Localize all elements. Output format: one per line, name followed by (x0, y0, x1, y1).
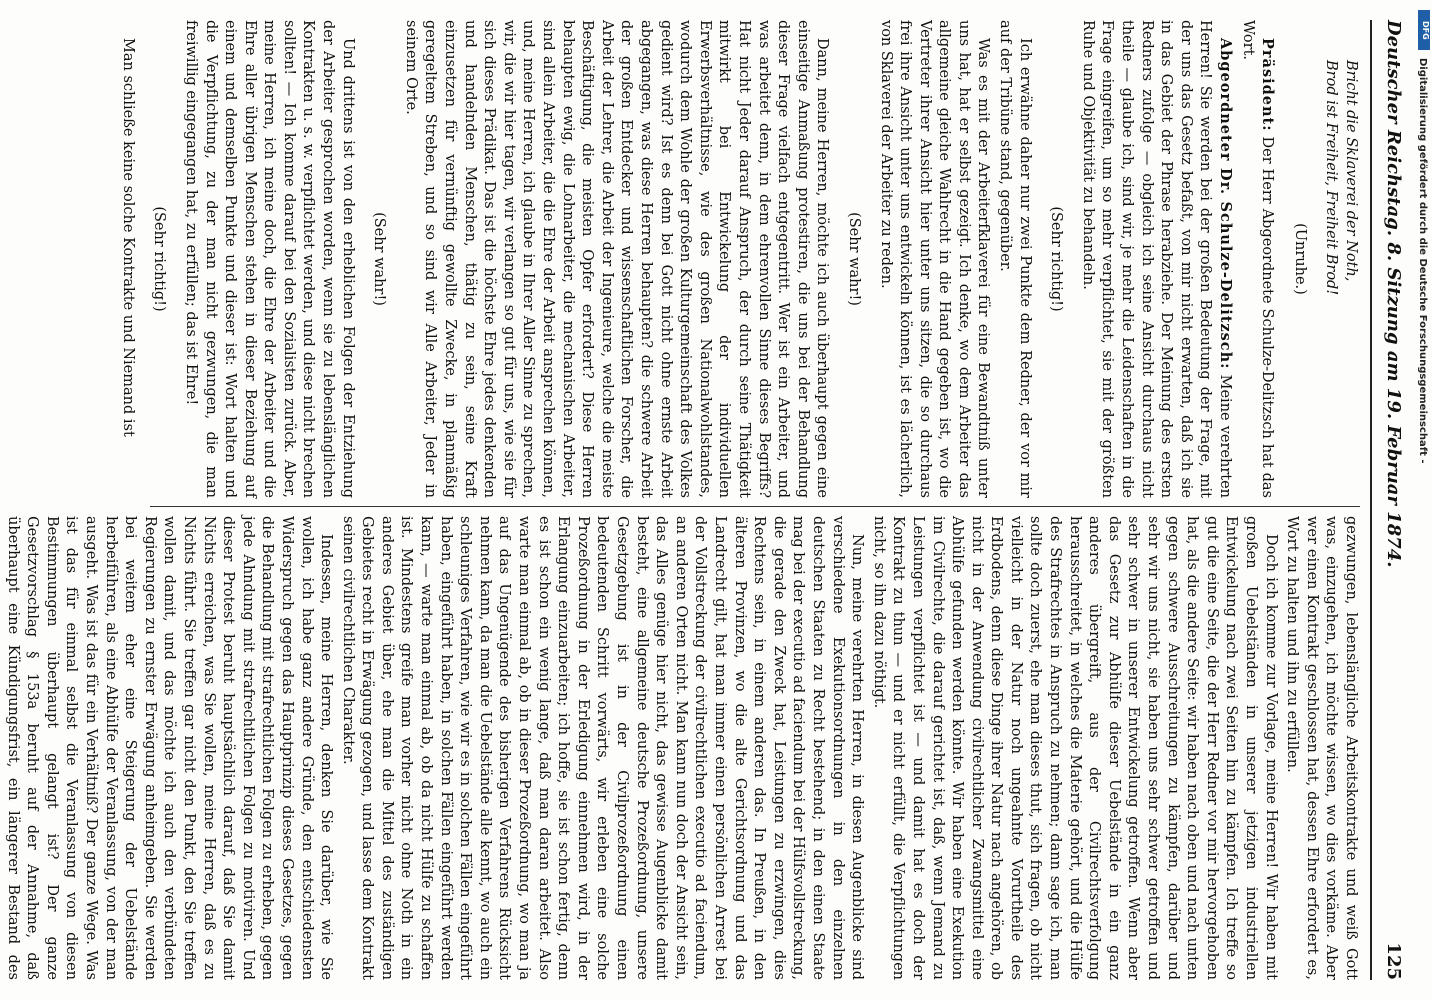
interjection (369, 20, 389, 498)
paragraph-text: Nun, meine verehrten Herren, in diesen Augenblicke sind verschiedene Exekutionsordnungen in den einzelnen deutschen Staaten zu Recht bestehend; in den einen Staate mag bei der executio ad faciendum bei der Hülfsvollstreckung, die gerade den Zweck hat, Leistungen zu erzwingen, dies Rechtens sein, in einem anderen das. In Preußen, in den älteren Provinzen, wo die alte Gerichtsordnung und das Landrecht gilt, hat man immer einen persönlichen Arrest bei der Vollstreckung der civilrechtlichen executio ad faciendum, an anderen Orten nicht. Man kann nun doch der Ansicht sein, das Alles genüge hier nicht, das gewisse Augenblicke damit besteht, eine allgemeine deutsche Prozeßordnung, unsere Gesetzgebung ist in der Civilprozeßordnung einen bedeutenden Schritt vorwärts, wir erleben eine solche Prozeßordnung in der Erledigung einnehmen wird, in der Erlangung einzuarbeiten; ich hoffe, sie ist schon fertig, denn es ist schon ein wenig lange, daß man daran arbeitet. Also warte man einmal ab, ob in dieser Prozeßordnung, wo man ja auf das Ungenügende des bisherigen Verfahrens Rücksicht nehmen kann, da man die Uebelstände alle kennt, wo auch ein schleuniges Verfahren, wie wir es in solchen Fällen eingeführt haben, eingeführt haben, in solchen Fällen eingeführt werden kann, — warte man einmal ab, ob da nicht Hülfe zu schaffen ist. Mindestens greife man vorher nicht ohne Noth in ein anderes Gebiet über, ehe man die Mittel des zuständigen Gebietes recht in Erwägung gezogen, und lasse dem Kontrakt seinen civilrechtlichen Charakter. (339, 516, 866, 980)
paragraph-text: (Sehr wahr!) (845, 212, 862, 306)
interjection (1046, 20, 1066, 498)
speaker-name: Abgeordneter Dr. Schulze-Delitzsch: (1217, 38, 1235, 370)
paragraph-text: (Sehr wahr!) (371, 212, 388, 306)
paragraph-text: (Sehr richtig!) (151, 206, 168, 312)
paragraph (1282, 516, 1360, 980)
left-column (115, 20, 1360, 498)
paragraph (1077, 20, 1235, 498)
right-column (0, 516, 1360, 980)
footer-credit: Digitalisierung gefördert durch die Deutsche Forschungsgemeinschaft - (1417, 58, 1428, 464)
paragraph-text: Und drittens ist von den erheblichen Folgen der Entziehung der Arbeiter gesprochen worden, wenn sie zu lebenslänglichen Kontrakten u. s. w. verpflichtet werden, und diese nicht brechen sollten! — Ich komme darauf bei den Sozialisten zurück. Aber, meine Herren, ich meine doch, die Ehre der Arbeiter und die Ehre aller übrigen Menschen stehen in dieser Beziehung auf einem und demselben Punkte und dieser ist: Wort halten und die Verpflichtung, zu der man nicht gezwungen, die man freiwillig eingegangen hat, zu erfüllen; das ist Ehre! (182, 20, 356, 498)
page-number: 125 (1383, 942, 1405, 980)
paragraph-text: (Sehr richtig!) (1048, 206, 1065, 312)
paragraph-text: Doch ich komme zur Vorlage, meine Herren! Wir haben mit großen Uebelständen in unserer jetzigen industriellen Entwickelung nach zwei Seiten hin zu kämpfen. Ich treffe so gut die eine Seite, die der Herr Redner vor mir hervorgehoben hat, als die andere Seite: wir haben nach oben und nach unten gegen schwere Ausschreitungen zu kämpfen, darüber und sehr wir uns nicht, sie haben uns sehr schwer getroffen und sehr schwer in unserer Entwickelung getroffen. Wenn aber das Gesetz zur Abhülfe dieser Uebelstände in ein ganz anderes übergreift, aus der Civilrechtsverfolgung herausschreitet, in welches die Materie gehört, und die Hülfe des Strafrechtes in Anspruch zu nehmen; dann sage ich, man sollte doch zuerst, ehe man dieses thut, sich fragen, ob nicht vielleicht in der Natur noch ungeahnte Vorurtheile des Erdbodens, denn diese Dinge ihrer Natur nach angehören, ob nicht in der Anwendung civilrechtlicher Zwangsmittel eine Abhülfe gefunden werden könnte. Wir haben eine Exekution im Civilrechte, die darauf gerichtet ist, daß, wenn Jemand zu Leistungen verpflichtet ist — und damit hat es doch der Kontrakt zu thun — und er nicht erfüllt, die Verpflichtungen nicht, so ihn dazu nöthigt. (870, 516, 1279, 980)
paragraph-text: Ich erwähne daher nur zwei Punkte dem Redner, der vor mir auf der Tribüne stand, gegenüber. (997, 20, 1033, 498)
paragraph (875, 20, 993, 498)
column-divider (150, 506, 1360, 507)
paragraph-text: Meine verehrten Herren! Sie werden bei der großen Bedeutung der Frage, mit der uns das Gesetz befaßt, von mir nicht erwarten, daß ich sie in das Gebiet der Phrase herabziehe. Der Meinung des ersten Redners zufolge — obgleich ich seine Ansicht durchaus nicht theile — glaube ich, sind wir, je mehr die Leidenschaften in die Frage eingreifen, um so mehr verpflichtet, sie mit der größten Ruhe und Objektivität zu behandeln. (1079, 20, 1234, 498)
rotated-page-content (4, 20, 1412, 980)
quote-line (1340, 20, 1360, 498)
paragraph (995, 20, 1034, 498)
quote-line (1321, 20, 1341, 498)
paragraph (337, 516, 866, 980)
paragraph-text: gezwungen, lebenslängliche Arbeitskontrakte und weiß Gott was, einzugehen, ich möchte wissen, wo dies vorkäme. Aber wer einen Kontrakt geschlossen hat, dessen Ehre erfordert es, Wort zu halten und ihn zu erfüllen. (1284, 516, 1359, 980)
paragraph-text: Der Herr Abgeordnete Schulze-Delitzsch hat das Wort. (1239, 20, 1276, 498)
paragraph (0, 516, 335, 980)
paragraph-text: Dann, meine Herren, möchte ich auch überhaupt gegen eine einseitige Anmaßung protestiren, die uns bei der Behandlung dieser Frage vielfach entgegentritt. Wer ist ein Arbeiter, und was arbeitet denn, in dem ehrenvollen Sinne dieses Begriffs? Hat nicht Jeder darauf Anspruch, der durch seine Thätigkeit mitwirkt bei Entwickelung der individuellen Erwerbsverhältnisse, wie des großen Nationalwohlstandes, wodurch dem Wohle der großen Kulturgemeinschaft des Volkes gedient wird? Ist es denn bei Gott nicht ohne ernste Arbeit abgegangen, was diese Herren behaupten? die schwere Arbeit der großen Entdecker und wissenschaftlichen Forscher, die Arbeit der Lehrer, die Arbeit der Ingenieure, welche die meiste Beschäftigung, die meisten Opfer erfordert? Diese Herren behaupten ewig, die Lohnarbeiter, die mechanischen Arbeiter, sind allein Arbeiter, die die Ehre der Arbeit ansprechen können, und, meine Herren, ich glaube in Ihrer Aller Sinne zu sprechen, wir, die wir hier tagen, wir verlangen so gut für uns, wie sie für sich dieses Prädikat. Das ist die höchste Ehre jedes denkenden und handelnden Menschen, thätig zu sein, seine Kraft einzusetzen für vernünftig gewollte Zwecke, in planmäßig geregeltem Streben, und so sind wir Alle Arbeiter, Jeder in seinem Orte. (402, 20, 831, 498)
paragraph (117, 20, 137, 498)
paragraph (180, 20, 356, 498)
paragraph-text: Brod ist Freiheit, Freiheit Brod! (1323, 60, 1340, 296)
paragraph (868, 516, 1279, 980)
header-rule (1370, 20, 1372, 980)
paragraph (1237, 20, 1277, 498)
paragraph (400, 20, 831, 498)
interjection (1289, 20, 1309, 498)
paragraph-text: Indessen, meine Herren, denken Sie darüber, wie Sie wollen, ich habe ganz andere Gründe, den entschiedensten Widerspruch gegen das Hauptprinzip dieses Gesetzes, gegen die Behandlung mit strafrechtlichen Folgen zu erheben, gegen jede Ahndung mit strafrechtlichen Folgen zu motiviren. Und dieser Protest beruht hauptsächlich darauf, daß Sie damit Nichts erreichen, was Sie wollen, meine Herren, daß es zu Nichts führt. Sie treffen gar nicht den Punkt, den Sie treffen wollen damit, und das möchte ich auch den verbündeten Regierungen zu ernster Erwägung anheimgeben. Sie werden bei weitem eher eine Steigerung der Uebelstände herbeiführen, als eine Abhülfe der Veranlassung, von der man ausgeht. Was ist das für ein Verhältniß? Der ganze Wege. Was ist das für einmal selbst die Veranlassung von diesen Bestimmungen überhaupt gelangt ist? Der ganze Gesetzvorschlag § 153a beruht auf der Annahme, daß überhaupt eine Kündigungsfrist, ein längerer Bestand des (4, 516, 335, 980)
dfg-logo: DFG (1418, 10, 1430, 50)
running-title: Deutscher Reichstag. 8. Sitzung am 19. Februar 1874. (1383, 20, 1405, 568)
page-header (1376, 20, 1412, 980)
speaker-name: Präsident: (1259, 38, 1277, 132)
interjection (843, 20, 863, 498)
paragraph-text: Bricht die Sklaverei der Noth, (1343, 60, 1359, 282)
paragraph-text: Was es mit der Arbeiterfklaverei für eine Bewandtniß unter uns hat, hat er selbst gezeigt. Ich denke, wo dem Arbeiter das allgemeine gleiche Wahlrecht in die Hand gegeben ist, wo die Vertreter ihrer Ansicht hier unter uns sitzen, die so durchaus frei ihre Ansicht unter uns entwickeln können, ist es lächerlich, von Sklaverei der Arbeiter zu reden. (877, 20, 992, 498)
paragraph-text: Man schließe keine solche Kontrakte und Niemand ist (119, 38, 136, 437)
interjection (149, 20, 169, 498)
paragraph-text: (Unruhe.) (1291, 223, 1308, 295)
